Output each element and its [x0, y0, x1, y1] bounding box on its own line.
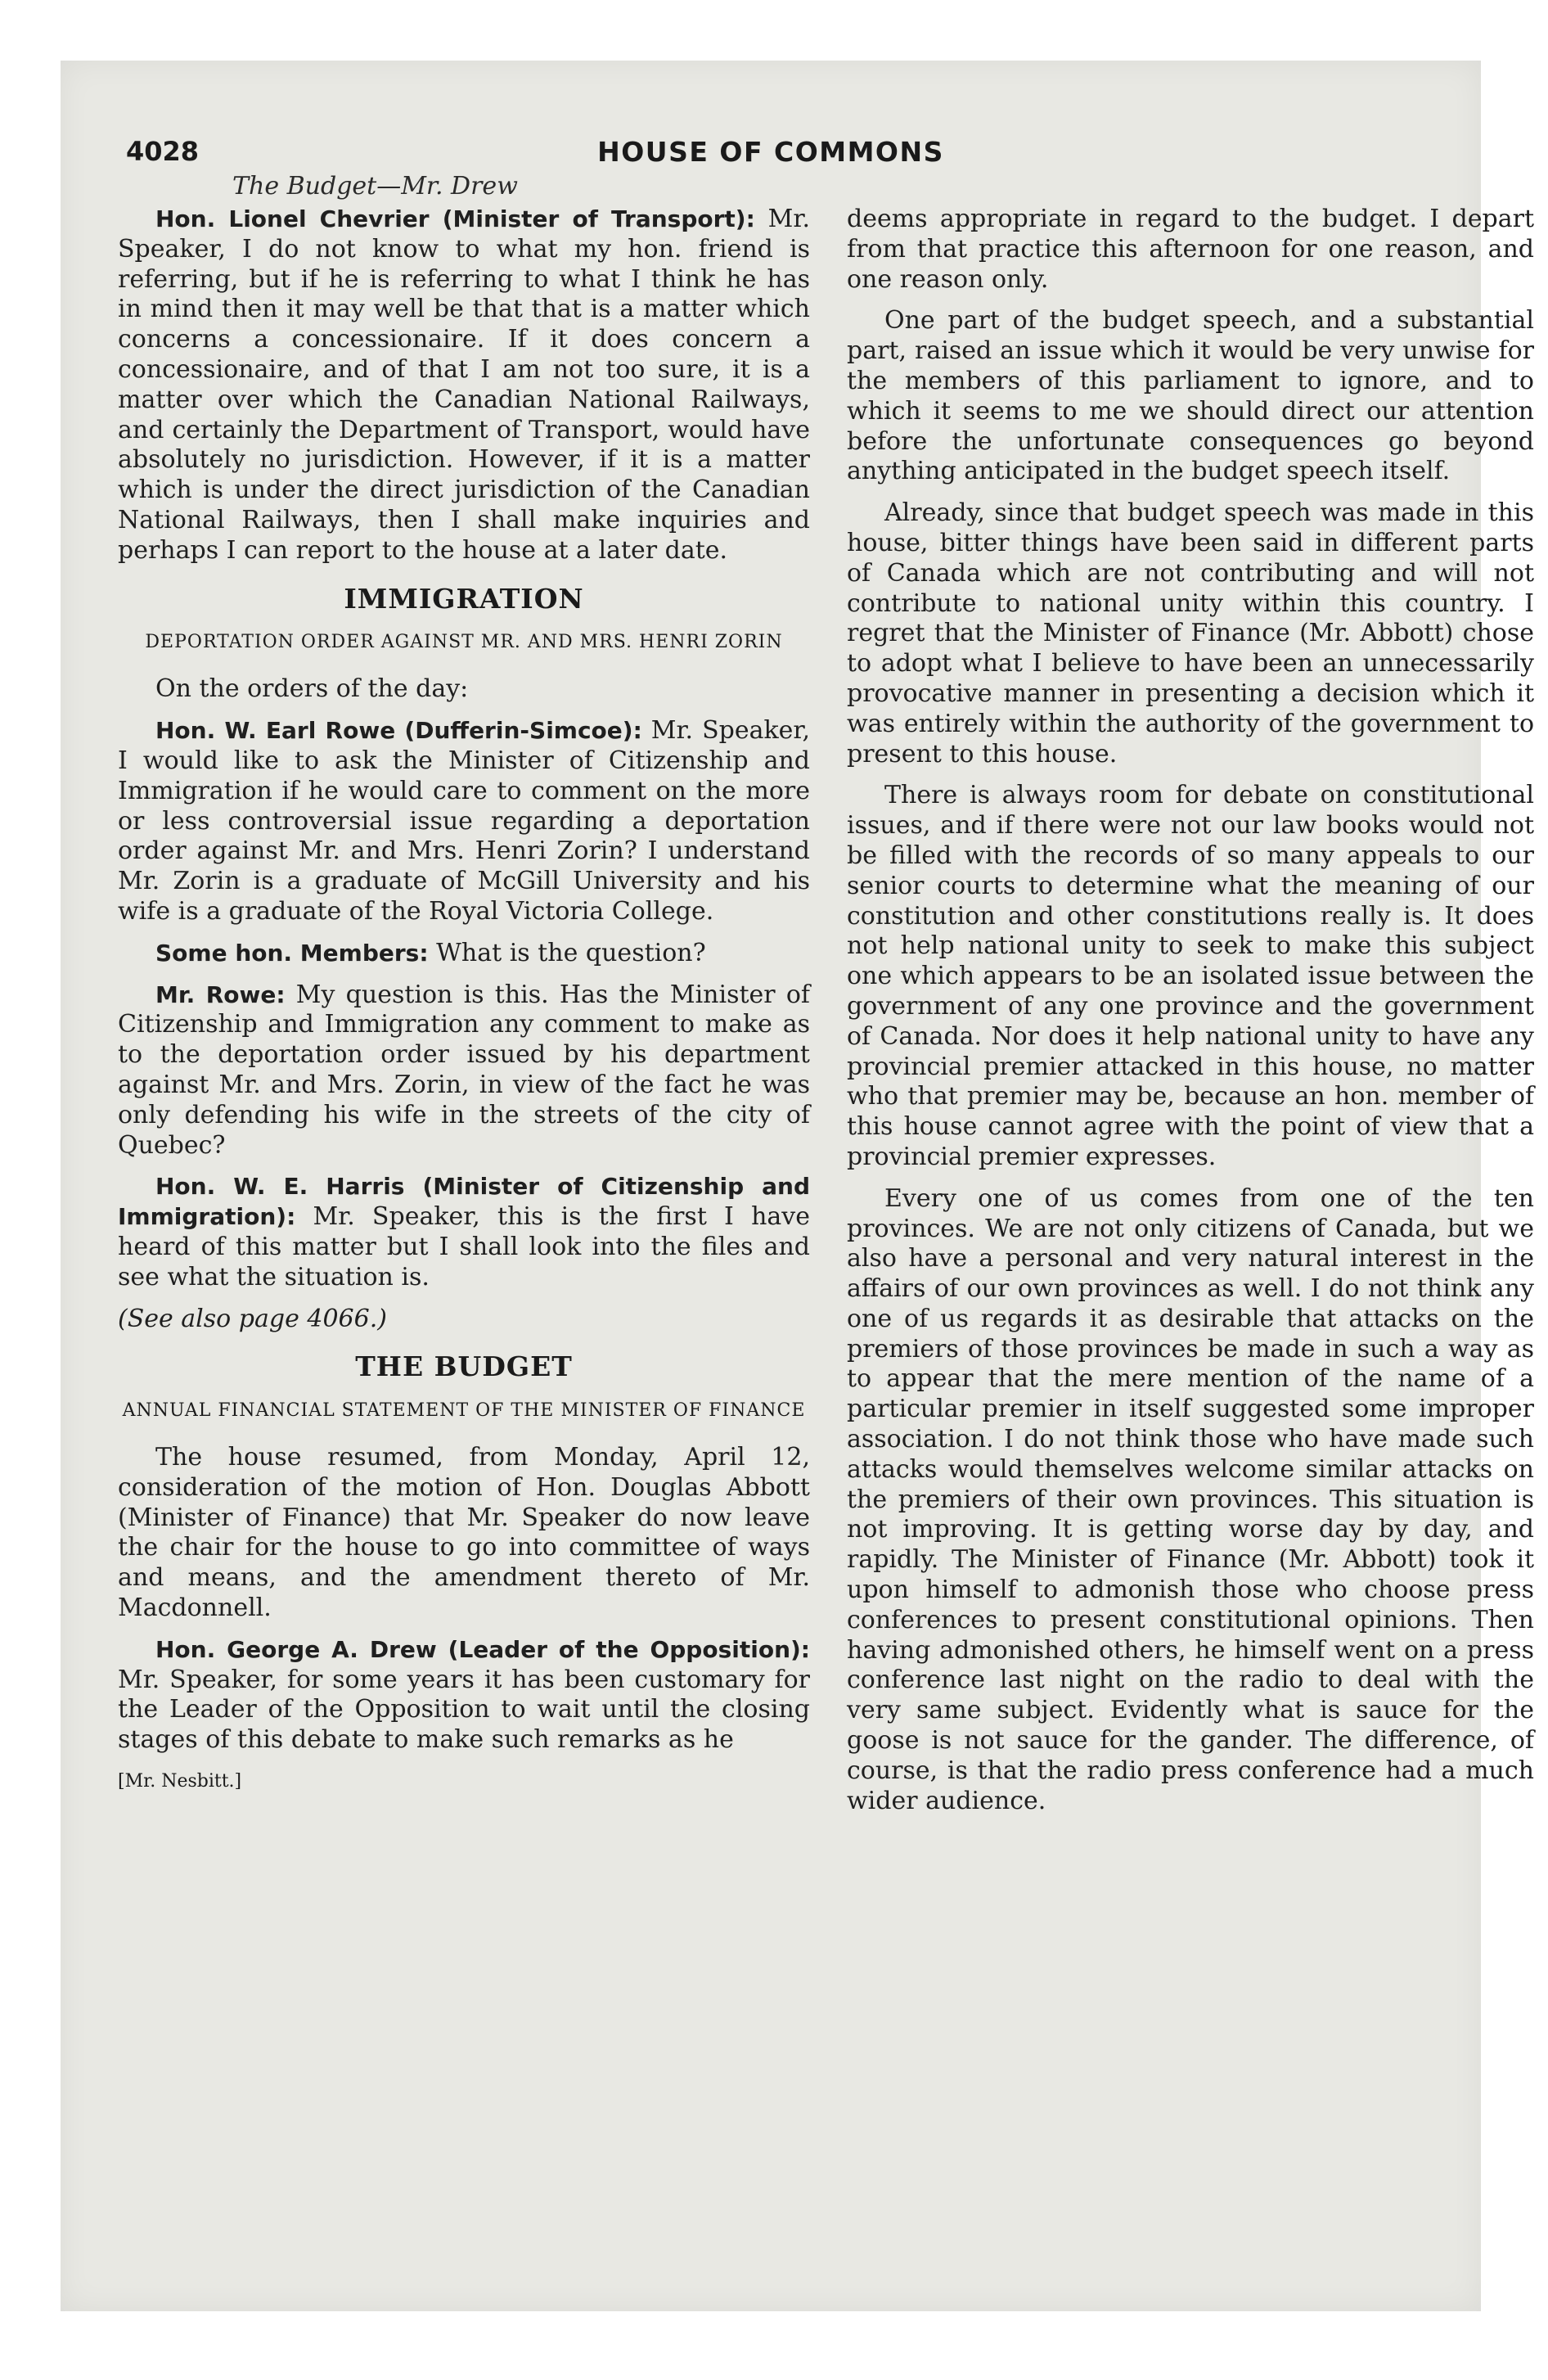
paragraph-budget-issue: One part of the budget speech, and a substantial part, raised an issue which it would be very unwise for the members of this parliament to ignore, and to which it seems to me we should direct our attention before the unfortunate consequences go beyond anything anticipated in the budget speech itself. [847, 306, 1534, 486]
speaker-name: Hon. Lionel Chevrier (Minister of Transport): [155, 205, 755, 232]
see-also-note: (See also page 4066.) [118, 1304, 387, 1333]
paragraph-resumed: The house resumed, from Monday, April 12, consideration of the motion of Hon. Douglas Abbott (Minister of Finance) that Mr. Speaker do now leave the chair for the house to go into committee of ways and means, and the amendment thereto of Mr. Macdonnell. [118, 1443, 810, 1623]
speech-text: What is the question? [428, 938, 706, 967]
paragraph-chevrier [118, 205, 810, 566]
speaker-name: Some hon. Members: [155, 939, 429, 967]
running-head: The Budget—Mr. Drew [232, 172, 518, 201]
paragraph-members [118, 939, 810, 969]
speaker-name: Hon. W. E. Harris (Minister of Citizenship and Immigration): [118, 1173, 810, 1231]
subheading-budget: ANNUAL FINANCIAL STATEMENT OF THE MINISTER OF FINANCE [122, 1400, 806, 1422]
section-heading-immigration: IMMIGRATION [344, 582, 584, 615]
page-header [61, 136, 1481, 177]
speech-text: Mr. Speaker, this is the first I have heard of this matter but I shall look into the files and see what the situation is. [118, 1202, 810, 1291]
paragraph-national-unity: Already, since that budget speech was made in this house, bitter things have been said in different parts of Canada which are not contributing and will not contribute to national unity within this country. I regret that the Minister of Finance (Mr. Abbott) chose to adopt what I believe to have been an unnecessarily provocative manner in presenting a decision which it was entirely within the authority of the government to present to this house. [847, 498, 1534, 769]
paragraph-drew [118, 1635, 810, 1756]
right-column [847, 205, 1534, 1828]
speech-text: My question is this. Has the Minister of Citizenship and Immigration any comment to make as to the deportation order issued by his department against Mr. and Mrs. Zorin, in view of the fact he was only defending his wife in the streets of the city of Quebec? [118, 980, 810, 1160]
orders-of-day: On the orders of the day: [155, 674, 469, 704]
paragraph-continued: deems appropriate in regard to the budget. I depart from that practice this afternoon for one reason, and one reason only. [847, 205, 1534, 294]
paragraph-rowe-2 [118, 980, 810, 1161]
paragraph-rowe-1 [118, 716, 810, 927]
speaker-name: Hon. W. Earl Rowe (Dufferin-Simcoe): [155, 717, 642, 745]
speaker-name: Mr. Rowe: [155, 980, 286, 1008]
speech-text: Mr. Speaker, I would like to ask the Minister of Citizenship and Immigration if he would care to comment on the more or less controversial issue regarding a deportation order against Mr. and Mrs. Henri Zorin? I understand Mr. Zorin is a graduate of McGill University and his wife is a graduate of the Royal Victoria College. [118, 716, 810, 926]
paragraph-harris [118, 1172, 810, 1292]
page-number: 4028 [126, 136, 200, 167]
paragraph-provinces: Every one of us comes from one of the ten provinces. We are not only citizens of Canada, but we also have a personal and very natural interest in the affairs of our own provinces as well. I do not think any one of us regards it as desirable that attacks on the premiers of those provinces be made in such a way as to appear that the mere mention of the name of a particular premier in itself suggested some improper association. I do not think those who have made such attacks would themselves welcome similar attacks on the premiers of their own provinces. This situation is not improving. It is getting worse day by day, and rapidly. The Minister of Finance (Mr. Abbott) took it upon himself to admonish those who choose press conferences to present constitutional opinions. Then having admonished others, he himself went on a press conference last night on the radio to deal with the very same subject. Evidently what is sauce for the goose is not sauce for the gander. The difference, of course, is that the radio press conference had a much wider audience. [847, 1183, 1534, 1815]
section-heading-budget: THE BUDGET [355, 1350, 573, 1383]
subheading-deportation: DEPORTATION ORDER AGAINST MR. AND MRS. HENRI ZORIN [145, 632, 783, 653]
paragraph-constitutional: There is always room for debate on constitutional issues, and if there were not our law books would not be filled with the records of so many appeals to our senior courts to determine what the meaning of our constitution and other constitutions really is. It does not help national unity to seek to make this subject one which appears to be an isolated issue between the government of any one province and the government of Canada. Nor does it help national unity to have any provincial premier attacked in this house, no matter who that premier may be, because an hon. member of this house cannot agree with the point of view that a provincial premier expresses. [847, 781, 1534, 1171]
footer-note: [Mr. Nesbitt.] [118, 1771, 242, 1792]
speaker-name: Hon. George A. Drew (Leader of the Opposition): [155, 1635, 810, 1663]
speech-text: Mr. Speaker, I do not know to what my hon. friend is referring, but if he is referring to what I think he has in mind then it may well be that that is a matter which concerns a concessionaire. If it does concern a concessionaire, and of that I am not too sure, it is a matter over which the Canadian National Railways, and certainly the Department of Transport, would have absolutely no jurisdiction. However, if it is a matter which is under the direct jurisdiction of the Canadian National Railways, then I shall make inquiries and perhaps I can report to the house at a later date. [118, 205, 810, 565]
scanned-page [61, 61, 1534, 2311]
speech-text: Mr. Speaker, for some years it has been customary for the Leader of the Opposition to wait until the closing stages of this debate to make such remarks as he [118, 1665, 810, 1755]
left-column [118, 205, 810, 1797]
journal-title: HOUSE OF COMMONS [597, 136, 944, 168]
